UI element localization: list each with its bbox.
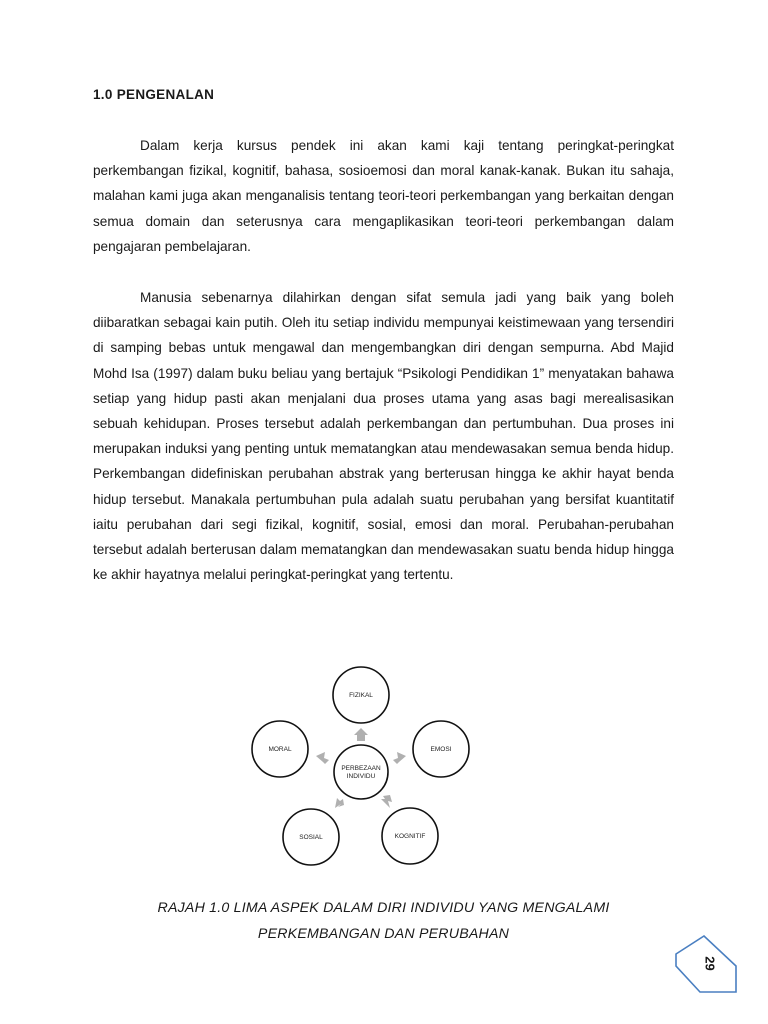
node-fizikal-label: FIZIKAL bbox=[349, 692, 373, 699]
node-kognitif-label: KOGNITIF bbox=[394, 833, 426, 840]
paragraph-intro: Dalam kerja kursus pendek ini akan kami kaji tentang peringkat-peringkat perkembangan fizikal, kognitif, bahasa, sosioemosi dan moral kanak-kanak. Bukan itu sahaja, malahan kami juga akan menganalisis tentang teori-teori perkembangan yang berkaitan dengan semua domain dan seterusnya cara mengaplikasikan teori-teori perkembangan dalam pengajaran pembelajaran. bbox=[93, 138, 674, 254]
node-kognitif bbox=[382, 808, 438, 864]
node-moral bbox=[252, 721, 308, 777]
node-fizikal bbox=[333, 667, 389, 723]
figure-caption-line2: PERKEMBANGAN DAN PERUBAHAN bbox=[257, 926, 510, 942]
five-aspects-diagram bbox=[240, 658, 540, 878]
center-node bbox=[334, 745, 388, 799]
section-heading: 1.0 PENGENALAN bbox=[93, 87, 215, 102]
node-emosi bbox=[413, 721, 469, 777]
arrow-down-left-icon bbox=[335, 798, 344, 808]
node-moral-label: MORAL bbox=[268, 746, 292, 753]
center-label-line1: PERBEZAAN bbox=[341, 765, 381, 772]
node-sosial-label: SOSIAL bbox=[299, 834, 323, 841]
paragraph-body: Manusia sebenarnya dilahirkan dengan sifat semula jadi yang baik yang boleh diibaratkan sebagai kain putih. Oleh itu setiap individu mempunyai keistimewaan yang tersendiri di samping bebas untuk mengawal dan mengembangkan diri dengan sempurna. Abd Majid Mohd Isa (1997) dalam buku beliau yang bertajuk “Psikologi Pendidikan 1” menyatakan bahawa setiap yang hidup pasti akan menjalani dua proses utama yang asas bagi merealisasikan sebuah kehidupan. Proses tersebut adalah perkembangan dan pertumbuhan. Dua proses ini merupakan induksi yang penting untuk mematangkan atau mendewasakan semua benda hidup. Perkembangan didefiniskan perubahan abstrak yang berterusan hingga ke akhir hayat benda hidup tersebut. Manakala pertumbuhan pula adalah suatu perubahan yang bersifat kuantitatif iaitu perubahan dari segi fizikal, kognitif, sosial, emosi dan moral. Perubahan-perubahan tersebut adalah berterusan dalam mematangkan dan mendewasakan suatu benda hidup hingga ke akhir hayatnya melalui peringkat-peringkat yang tertentu. bbox=[93, 290, 674, 583]
arrow-left-icon bbox=[316, 752, 329, 764]
arrow-up-icon bbox=[354, 728, 368, 741]
node-sosial bbox=[283, 809, 339, 865]
arrow-down-right-icon bbox=[381, 795, 392, 808]
page-number: 29 bbox=[702, 956, 718, 971]
center-label-line2: INDIVIDU bbox=[346, 773, 376, 780]
figure-caption-line1: RAJAH 1.0 LIMA ASPEK DALAM DIRI INDIVIDU YANG MENGALAMI bbox=[157, 900, 610, 916]
arrow-right-icon bbox=[393, 752, 406, 764]
node-emosi-label: EMOSI bbox=[430, 746, 452, 753]
